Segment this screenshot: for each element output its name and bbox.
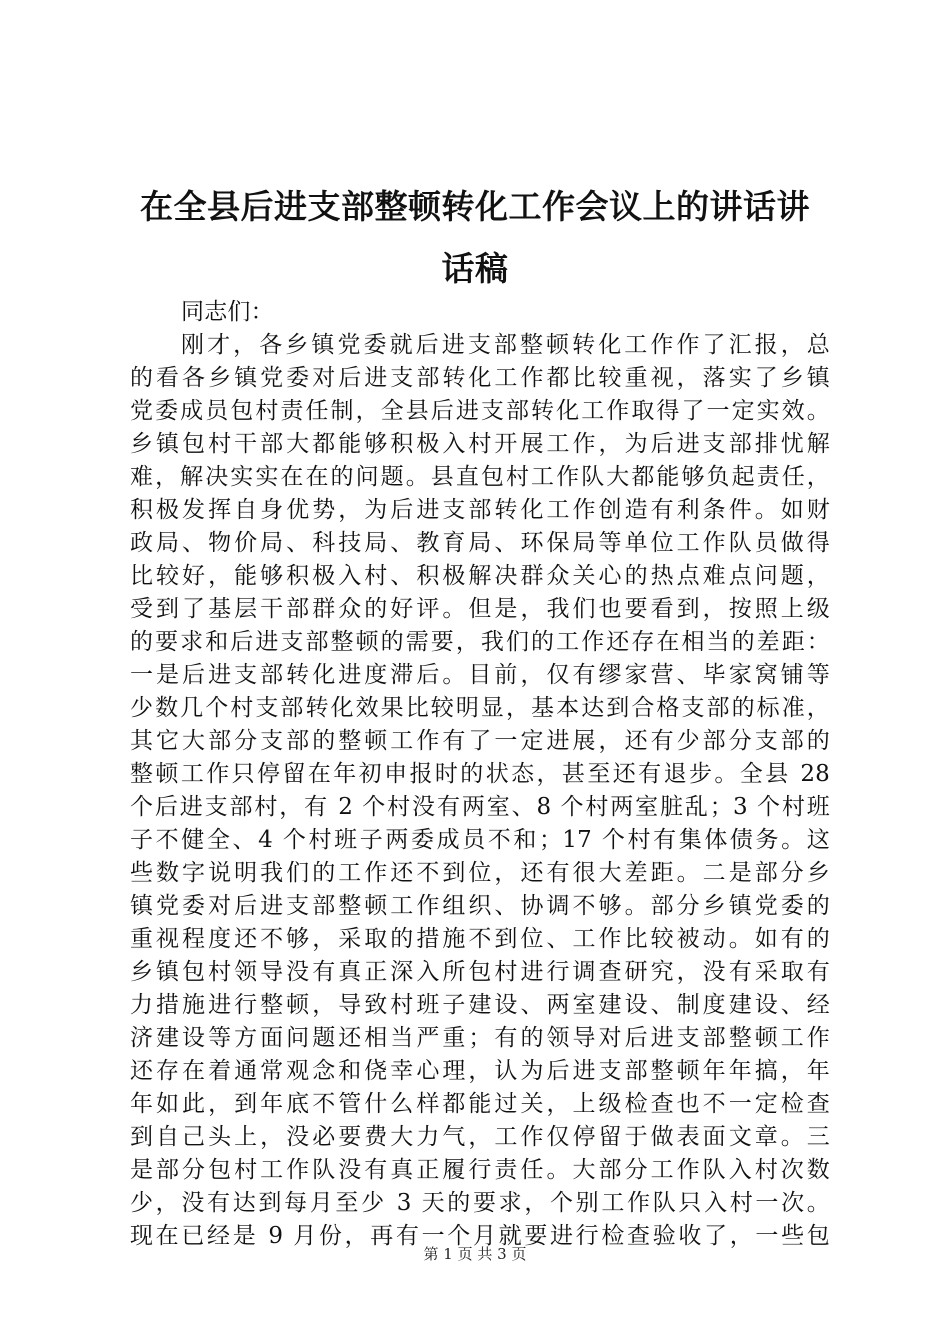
body-line: 一是后进支部转化进度滞后。目前，仅有缪家营、毕家窝铺等 [130,662,830,688]
document-body [130,296,830,1253]
body-line: 受到了基层干部群众的好评。但是，我们也要看到，按照上级 [130,596,830,622]
body-line: 济建设等方面问题还相当严重；有的领导对后进支部整顿工作 [130,1025,830,1051]
body-line: 子不健全、4 个村班子两委成员不和；17 个村有集体债务。这 [130,827,830,853]
title-line-2: 话稿 [441,249,509,288]
body-line: 些数字说明我们的工作还不到位，还有很大差距。二是部分乡 [130,860,830,886]
title-line-1: 在全县后进支部整顿转化工作会议上的讲话讲 [140,187,810,226]
body-line: 年如此，到年底不管什么样都能过关，上级检查也不一定检查 [130,1091,830,1117]
body-line: 政局、物价局、科技局、教育局、环保局等单位工作队员做得 [130,530,830,556]
body-line: 整顿工作只停留在年初申报时的状态，甚至还有退步。全县 28 [130,761,830,787]
body-line: 力措施进行整顿，导致村班子建设、两室建设、制度建设、经 [130,992,830,1018]
page-number-footer: 第 1 页 共 3 页 [423,1245,527,1263]
body-line: 到自己头上，没必要费大力气，工作仅停留于做表面文章。三 [130,1124,830,1150]
body-line: 难，解决实实在在的问题。县直包村工作队大都能够负起责任， [130,464,830,490]
body-line: 乡镇包村干部大都能够积极入村开展工作，为后进支部排忧解 [130,431,830,457]
body-line: 乡镇包村领导没有真正深入所包村进行调查研究，没有采取有 [130,959,830,985]
body-line: 的看各乡镇党委对后进支部转化工作都比较重视，落实了乡镇 [130,365,830,391]
document-title [120,176,830,300]
body-line: 积极发挥自身优势，为后进支部转化工作创造有利条件。如财 [130,497,830,523]
body-line: 少，没有达到每月至少 3 天的要求，个别工作队只入村一次。 [130,1190,830,1216]
body-line: 现在已经是 9 月份，再有一个月就要进行检查验收了，一些包 [130,1223,830,1249]
body-line: 是部分包村工作队没有真正履行责任。大部分工作队入村次数 [130,1157,830,1183]
body-line: 比较好，能够积极入村、积极解决群众关心的热点难点问题， [130,563,830,589]
body-line: 还存在着通常观念和侥幸心理，认为后进支部整顿年年搞，年 [130,1058,830,1084]
body-line: 刚才，各乡镇党委就后进支部整顿转化工作作了汇报，总 [181,332,830,358]
body-line: 个后进支部村，有 2 个村没有两室、8 个村两室脏乱；3 个村班 [130,794,830,820]
body-line: 党委成员包村责任制，全县后进支部转化工作取得了一定实效。 [130,398,830,424]
body-line: 少数几个村支部转化效果比较明显，基本达到合格支部的标准， [130,695,830,721]
body-line: 重视程度还不够，采取的措施不到位、工作比较被动。如有的 [130,926,830,952]
body-line: 镇党委对后进支部整顿工作组织、协调不够。部分乡镇党委的 [130,893,830,919]
salutation: 同志们： [181,299,274,325]
body-line: 的要求和后进支部整顿的需要，我们的工作还存在相当的差距： [130,629,830,655]
body-line: 其它大部分支部的整顿工作有了一定进展，还有少部分支部的 [130,728,830,754]
